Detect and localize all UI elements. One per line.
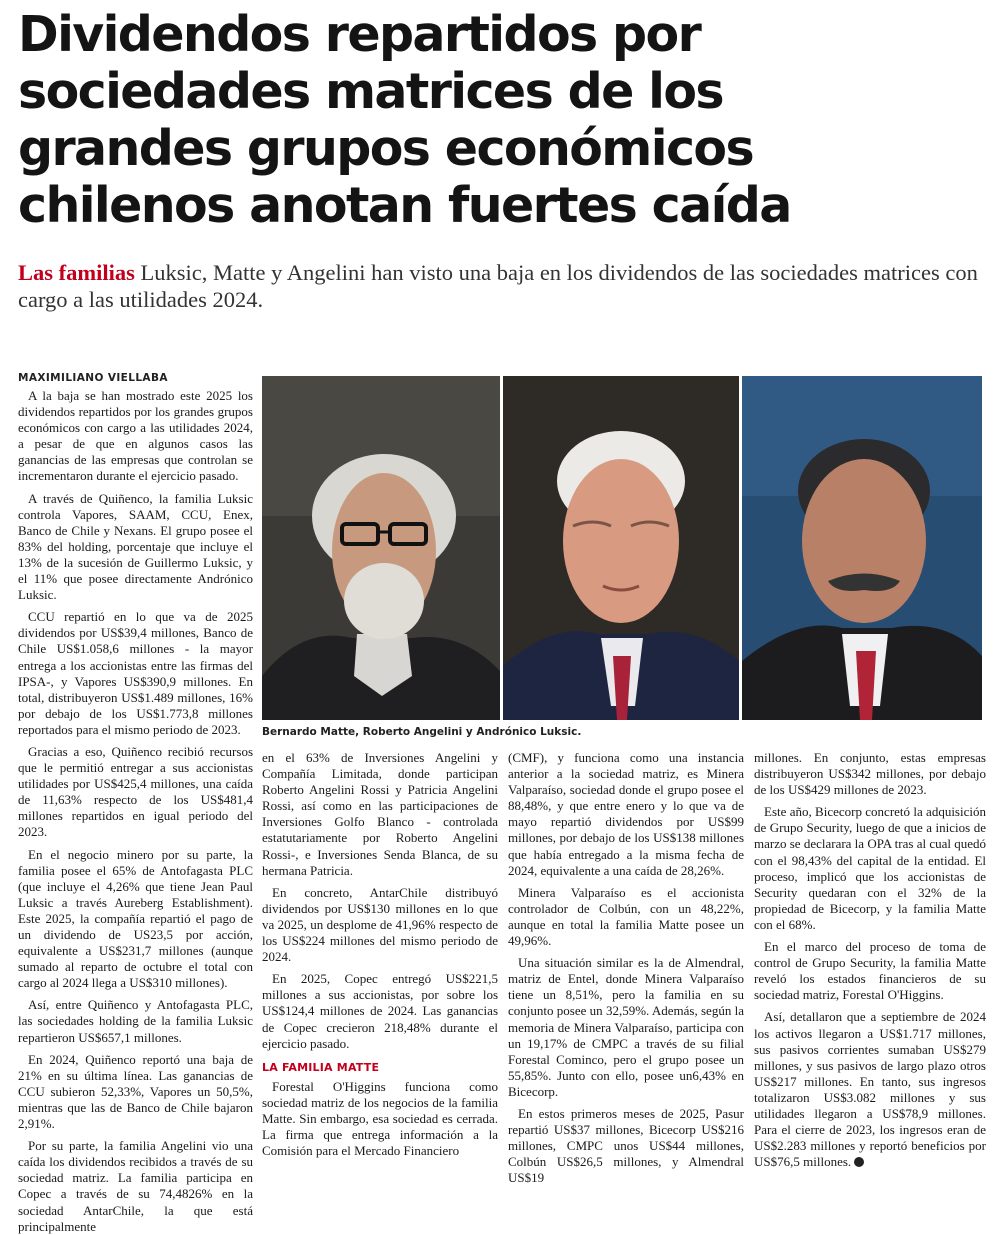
dek [18, 259, 978, 313]
headline [18, 6, 978, 234]
portrait-image [503, 376, 739, 720]
paragraph: millones. En conjunto, estas empresas distribuyeron US$342 millones, por debajo de los US$429 millones de 2023. [754, 750, 986, 798]
column-1 [18, 388, 253, 1234]
paragraph: Por su parte, la familia Angelini vio una caída los dividendos recibidos a través de su sociedad matriz. La familia participa en Copec a través de su 74,4826% en la sociedad AntarChile, la que está principalmente [18, 1138, 253, 1234]
paragraph [754, 1009, 986, 1170]
photo-andronico-luksic [742, 376, 982, 720]
paragraph: Forestal O'Higgins funciona como sociedad matriz de los negocios de la familia Matte. Sin embargo, esa sociedad es cerrada. La firma que entrega información a la Comisión para el Mercado Financiero [262, 1078, 498, 1159]
paragraph: En el marco del proceso de toma de control de Grupo Security, la familia Matte reveló los estados financieros de su sociedad matriz, Forestal O'Higgins. [754, 939, 986, 1003]
portrait-image [742, 376, 982, 720]
column-3 [508, 750, 744, 1186]
paragraph: A la baja se han mostrado este 2025 los dividendos repartidos por los grandes grupos económicos con cargo a las utilidades 2024, a pesar de que en algunos casos las ganancias de las empresas que controlan se incrementaron durante el ejercicio pasado. [18, 388, 253, 484]
paragraph: (CMF), y funciona como una instancia anterior a la sociedad matriz, es Minera Valparaíso, sociedad donde el grupo posee el 88,48%, y que entre enero y lo que va de mayo repartió dividendos por US$99 millones, por debajo de los US$138 millones que había entregado a la misma fecha de 2024, equivalente a una caída de 28,26%. [508, 750, 744, 878]
photo-bernardo-matte [262, 376, 500, 720]
paragraph: En concreto, AntarChile distribuyó dividendos por US$130 millones en lo que va 2025, un desplome de 41,96% respecto de los US$224 millones del mismo periodo de 2024. [262, 884, 498, 965]
column-4 [754, 750, 986, 1170]
headline-line: grandes grupos económicos [18, 120, 754, 177]
section-subhead: LA FAMILIA MATTE [262, 1060, 380, 1074]
photo-roberto-angelini [503, 376, 739, 720]
dek-lead: Las familias [18, 260, 135, 285]
photo-caption: Bernardo Matte, Roberto Angelini y Andrónico Luksic. [262, 726, 582, 738]
paragraph: En el negocio minero por su parte, la familia posee el 65% de Antofagasta PLC (que incluye el 4,26% que tiene Jean Paul Luksic a través Aureberg Establishment). Este 2025, la compañía repartió el pago de un dividendo de US23,5 por acción, equivalente a US$231,7 millones (aunque sumado al reparto de octubre el total con cargo al 2024 llega a US$310 millones). [18, 846, 253, 991]
headline-line: chilenos anotan fuertes caída [18, 177, 791, 234]
paragraph: Este año, Bicecorp concretó la adquisición de Grupo Security, luego de que a inicios de marzo se declarara la OPA tras al cual quedó con el 98,43% del capital de la entidad. El proceso, implicó que los accionistas de Security quedaran con el 32% de la propiedad de Bicecorp, y la familia Matte con el 68%. [754, 804, 986, 932]
paragraph: en el 63% de Inversiones Angelini y Compañía Limitada, donde participan Roberto Angelini Rossi y Patricia Angelini Rossi, así como en las participaciones de Inversiones Golfo Blanco - controlada estatutariamente por Roberto Angelini Rossi-, e Inversiones Senda Blanca, de su hermana Patricia. [262, 750, 498, 878]
headline-line: sociedades matrices de los [18, 63, 723, 120]
paragraph: Gracias a eso, Quiñenco recibió recursos que le permitió entregar a sus accionistas utilidades por US$425,4 millones, una caída de 11,63% respecto de los US$481,4 millones repartidos en igual periodo del 2023. [18, 743, 253, 840]
column-2 [262, 750, 498, 1159]
headline-line: Dividendos repartidos por [18, 6, 701, 63]
paragraph: En 2024, Quiñenco reportó una baja de 21% en su última línea. Las ganancias de CCU subieron 52,33%, Vapores un 50,5%, mientras que las de Banco de Chile bajaron 2,91%. [18, 1051, 253, 1132]
end-of-article-icon [854, 1157, 864, 1167]
paragraph: En 2025, Copec entregó US$221,5 millones a sus accionistas, por sobre los US$124,4 millones de 2024. Las ganancias de Copec crecieron 218,48% durante el ejercicio pasado. [262, 971, 498, 1051]
paragraph: En estos primeros meses de 2025, Pasur repartió US$37 millones, Bicecorp US$216 millones, CMPC unos US$44 millones, Colbún US$26,5 millones, y Almendral US$19 [508, 1105, 744, 1186]
paragraph: Minera Valparaíso es el accionista controlador de Colbún, con un 48,22%, aunque en total la familia Matte posee un 49,96%. [508, 884, 744, 949]
paragraph-text: Así, detallaron que a septiembre de 2024 los activos llegaron a US$1.717 millones, sus pasivos corrientes sumaban US$279 millones, y sus pasivos de largo plazo otros US$217 millones. En tanto, sus ingresos totalizaron US$3.082 millones y sus utilidades llegaron a US$78,9 millones. Para el cierre de 2023, los ingresos eran de US$2.283 millones y reportó beneficios por US$76,5 millones. [754, 1009, 986, 1170]
dek-text: Luksic, Matte y Angelini han visto una baja en los dividendos de las sociedades matrices con cargo a las utilidades 2024. [18, 260, 978, 312]
paragraph: A través de Quiñenco, la familia Luksic controla Vapores, SAAM, CCU, Enex, Banco de Chile y Nexans. El grupo posee el 83% del holding, porcentaje que incluye el 13% de la sucesión de Guillermo Luksic, y el 11% que posee directamente Andrónico Luksic. [18, 490, 253, 603]
byline: MAXIMILIANO VIELLABA [18, 372, 168, 384]
paragraph: Una situación similar es la de Almendral, matriz de Entel, donde Minera Valparaíso tiene un 8,51%, pero la familia en su conjunto posee un 32,59%. Además, según la memoria de Minera Valparaíso, participa con un 19,17% de CMPC a través de su filial Forestal Cominco, pero el grupo posee un 55,85%. Junto con ello, posee un6,43% en Bicecorp. [508, 955, 744, 1099]
paragraph: Así, entre Quiñenco y Antofagasta PLC, las sociedades holding de la familia Luksic repartieron US$657,1 millones. [18, 997, 253, 1045]
photo-strip [262, 376, 982, 720]
portrait-image [262, 376, 500, 720]
paragraph: CCU repartió en lo que va de 2025 dividendos por US$39,4 millones, Banco de Chile US$1.058,6 millones - la mayor entrega a los accionistas entre las firmas del IPSA-, y Vapores US$390,9 millones. En total, distribuyeron US$1.489 millones, 16% por debajo de los US$1.773,8 millones reportados para el mismo periodo de 2023. [18, 609, 253, 737]
